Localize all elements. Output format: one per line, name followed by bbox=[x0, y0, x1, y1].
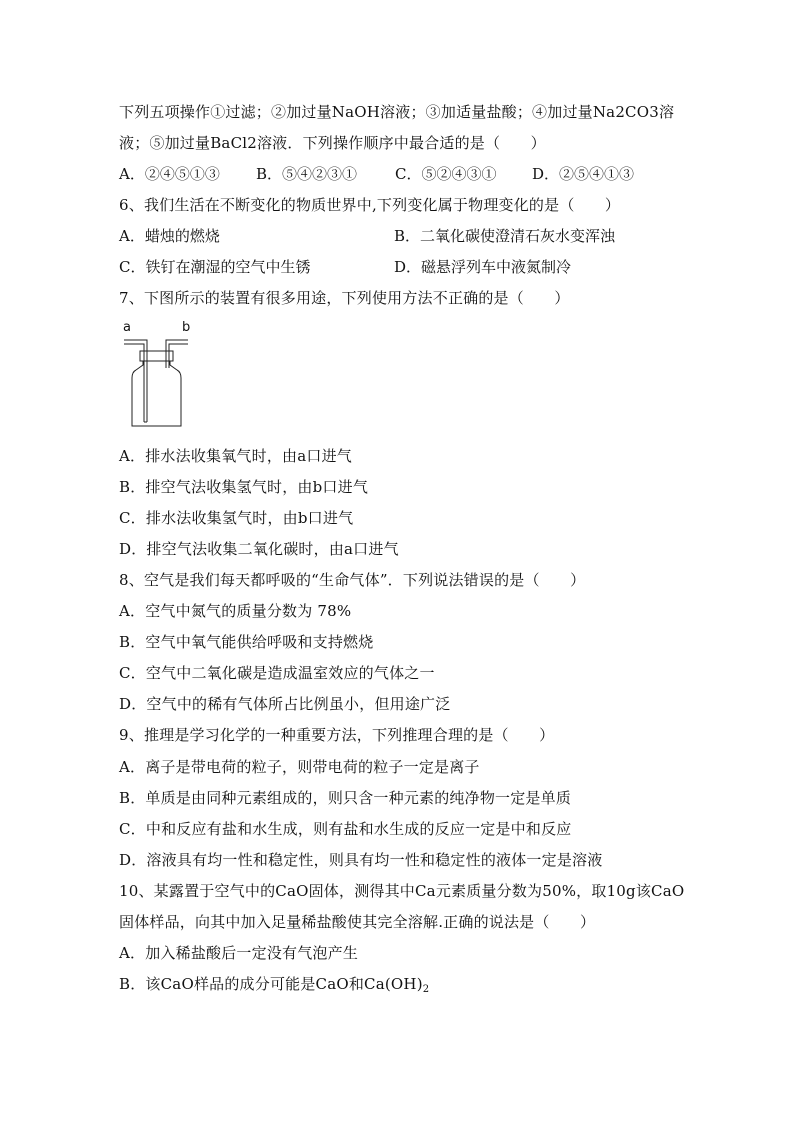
q8-option-b[interactable]: B．空气中氧气能供给呼吸和支持燃烧 bbox=[119, 633, 374, 651]
q9-option-c[interactable]: C．中和反应有盐和水生成，则有盐和水生成的反应一定是中和反应 bbox=[119, 820, 572, 838]
q10-line-1: 10、某露置于空气中的CaO固体，测得其中Ca元素质量分数为50%，取10g该CaO bbox=[119, 882, 685, 900]
q5-option-c[interactable]: C．⑤②④③① bbox=[395, 165, 497, 183]
q5-line-1: 下列五项操作①过滤；②加过量NaOH溶液；③加适量盐酸；④加过量Na2CO3溶 bbox=[119, 103, 675, 121]
gas-washing-bottle-figure bbox=[118, 318, 198, 433]
q8-stem: 8、空气是我们每天都呼吸的“生命气体”．下列说法错误的是（ ） bbox=[119, 571, 586, 589]
q6-option-a[interactable]: A．蜡烛的燃烧 bbox=[119, 227, 220, 245]
q6-options-row-1 bbox=[119, 226, 679, 246]
q7-stem: 7、下图所示的装置有很多用途，下列使用方法不正确的是（ ） bbox=[119, 289, 570, 307]
q5-option-a[interactable]: A．②④⑤①③ bbox=[119, 165, 220, 183]
port-label-b: b bbox=[182, 320, 191, 335]
q6-options-row-2 bbox=[119, 257, 679, 277]
q6-option-c[interactable]: C．铁钉在潮湿的空气中生锈 bbox=[119, 258, 311, 276]
q5-option-d[interactable]: D．②⑤④①③ bbox=[532, 165, 635, 183]
q5-line-2: 液；⑤加过量BaCl2溶液．下列操作顺序中最合适的是（ ） bbox=[119, 134, 546, 152]
q8-option-c[interactable]: C．空气中二氧化碳是造成温室效应的气体之一 bbox=[119, 664, 435, 682]
q6-stem: 6、我们生活在不断变化的物质世界中,下列变化属于物理变化的是（ ） bbox=[119, 196, 621, 214]
q10-option-b-subscript: 2 bbox=[422, 984, 430, 995]
port-label-a: a bbox=[123, 320, 131, 335]
q7-option-d[interactable]: D．排空气法收集二氧化碳时，由a口进气 bbox=[119, 540, 399, 558]
q9-option-a[interactable]: A．离子是带电荷的粒子，则带电荷的粒子一定是离子 bbox=[119, 758, 480, 776]
q7-option-b[interactable]: B．排空气法收集氢气时，由b口进气 bbox=[119, 478, 369, 496]
q10-option-b-text: B．该CaO样品的成分可能是CaO和Ca(OH) bbox=[119, 975, 423, 993]
q8-option-a[interactable]: A．空气中氮气的质量分数为 78% bbox=[119, 602, 352, 620]
q10-option-a[interactable]: A．加入稀盐酸后一定没有气泡产生 bbox=[119, 944, 359, 962]
q9-stem: 9、推理是学习化学的一种重要方法，下列推理合理的是（ ） bbox=[119, 726, 555, 744]
q6-option-b[interactable]: B．二氧化碳使澄清石灰水变浑浊 bbox=[394, 227, 616, 245]
q9-option-b[interactable]: B．单质是由同种元素组成的，则只含一种元素的纯净物一定是单质 bbox=[119, 789, 572, 807]
q10-line-2: 固体样品，向其中加入足量稀盐酸使其完全溶解.正确的说法是（ ） bbox=[119, 913, 596, 931]
q7-option-c[interactable]: C．排水法收集氢气时，由b口进气 bbox=[119, 509, 354, 527]
bottle-diagram bbox=[118, 318, 198, 433]
q5-options bbox=[119, 164, 679, 184]
q7-option-a[interactable]: A．排水法收集氧气时，由a口进气 bbox=[119, 447, 352, 465]
q6-option-d[interactable]: D．磁悬浮列车中液氮制冷 bbox=[394, 258, 572, 276]
q10-option-b[interactable] bbox=[119, 974, 429, 994]
q9-option-d[interactable]: D．溶液具有均一性和稳定性，则具有均一性和稳定性的液体一定是溶液 bbox=[119, 851, 603, 869]
q5-option-b[interactable]: B．⑤④②③① bbox=[256, 165, 358, 183]
q8-option-d[interactable]: D．空气中的稀有气体所占比例虽小，但用途广泛 bbox=[119, 695, 451, 713]
